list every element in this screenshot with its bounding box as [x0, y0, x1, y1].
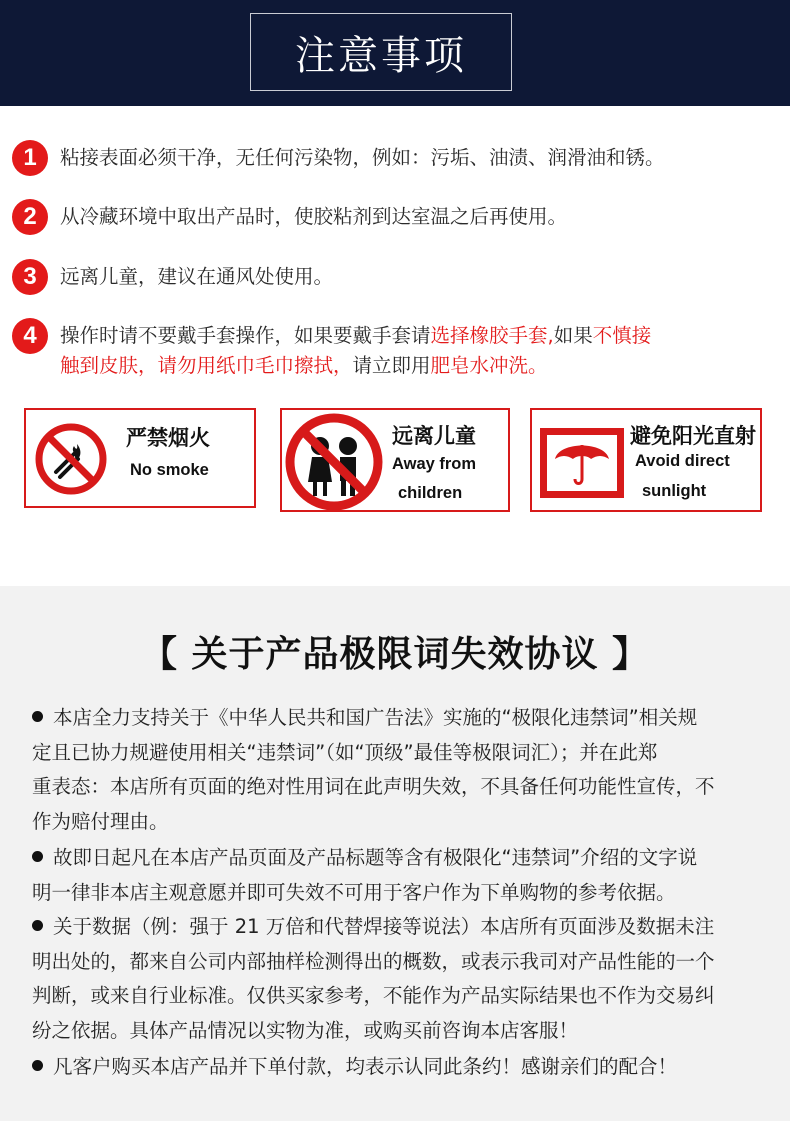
agreement-title: 【 关于产品极限词失效协议 】	[140, 634, 650, 675]
paragraph-line: 重表态：本店所有页面的绝对性用词在此声明失效，不具备任何功能性宣传，不	[32, 775, 715, 798]
note-number-badge: 3	[12, 259, 48, 295]
note-text-highlight: 肥皂水冲洗。	[430, 354, 548, 377]
paragraph-line-text: 凡客户购买本店产品并下单付款，均表示认同此条约！感谢亲们的配合！	[53, 1055, 678, 1078]
paragraph-line	[32, 841, 764, 876]
note-text: 从冷藏环境中取出产品时，使胶粘剂到达室温之后再使用。	[60, 205, 568, 228]
agreement-paragraph-1	[32, 701, 764, 839]
header-title-box	[250, 13, 512, 91]
sign-subtitle: No smoke	[130, 461, 209, 479]
no-smoking-icon	[34, 422, 108, 496]
note-text-highlight: 不慎接	[592, 324, 652, 347]
sign-avoid-sunlight	[530, 408, 762, 512]
sign-title: 严禁烟火	[126, 426, 210, 450]
header-banner	[0, 0, 790, 106]
paragraph-line: 纷之依据。具体产品情况以实物为准，或购买前咨询本店客服！	[32, 1018, 579, 1042]
paragraph-line-text: 关于数据（例：强于 21 万倍和代替焊接等说法）本店所有页面涉及数据未注	[53, 915, 715, 938]
bullet-dot-icon	[32, 920, 43, 931]
note-text: 粘接表面必须干净，无任何污染物，例如：污垢、油渍、润滑油和锈。	[60, 146, 665, 169]
paragraph-line: 定且已协力规避使用相关“违禁词”（如“顶级”最佳等极限词汇）；并在此郑	[32, 740, 658, 764]
paragraph-line: 作为赔付理由。	[32, 809, 169, 833]
bullet-dot-icon	[32, 851, 43, 862]
note-text-part: 请立即用	[352, 354, 431, 377]
agreement-paragraph-4	[32, 1050, 764, 1085]
note-number-badge: 1	[12, 140, 48, 176]
paragraph-line: 判断，或来自行业标准。仅供买家参考，不能作为产品实际结果也不作为交易纠	[32, 984, 715, 1007]
paragraph-line-text: 故即日起凡在本店产品页面及产品标题等含有极限化“违禁词”介绍的文字说	[53, 846, 698, 869]
paragraph-line-text: 本店全力支持关于《中华人民共和国广告法》实施的“极限化违禁词”相关规	[53, 706, 698, 729]
bullet-dot-icon	[32, 1060, 43, 1071]
agreement-paragraph-2	[32, 841, 764, 910]
sign-away-from-children	[280, 408, 510, 512]
agreement-paragraph-3	[32, 910, 764, 1048]
bullet-dot-icon	[32, 711, 43, 722]
note-number-badge: 4	[12, 318, 48, 354]
sign-subtitle: Away from	[392, 455, 477, 473]
sign-title: 避免阳光直射	[630, 424, 756, 448]
paragraph-line	[32, 1050, 764, 1085]
paragraph-line: 明出处的，都来自公司内部抽样检测得出的概数，或表示我司对产品性能的一个	[32, 949, 715, 973]
paragraph-line: 明一律非本店主观意愿并即可失效不可用于客户作为下单购物的参考依据。	[32, 880, 676, 904]
note-text-part: 操作时请不要戴手套操作，如果要戴手套请	[60, 324, 431, 347]
note-text	[60, 321, 651, 381]
paragraph-line	[32, 701, 764, 736]
sign-subtitle: children	[398, 484, 463, 502]
sign-subtitle: Avoid direct	[635, 452, 730, 470]
sign-subtitle: sunlight	[642, 482, 707, 500]
note-text: 远离儿童，建议在通风处使用。	[60, 265, 334, 288]
note-number-badge: 2	[12, 199, 48, 235]
note-text-part: 如果	[553, 324, 593, 347]
note-text-highlight: 触到皮肤，请勿用纸巾毛巾擦拭，	[60, 354, 353, 377]
sign-title: 远离儿童	[392, 424, 476, 448]
paragraph-line	[32, 910, 764, 945]
umbrella-sign-panel	[540, 428, 624, 498]
umbrella-icon	[547, 435, 617, 491]
page-title: 注意事项	[295, 32, 467, 79]
note-text-highlight: 选择橡胶手套,	[430, 324, 554, 347]
no-children-icon	[284, 412, 386, 512]
sign-no-smoke	[24, 408, 256, 508]
